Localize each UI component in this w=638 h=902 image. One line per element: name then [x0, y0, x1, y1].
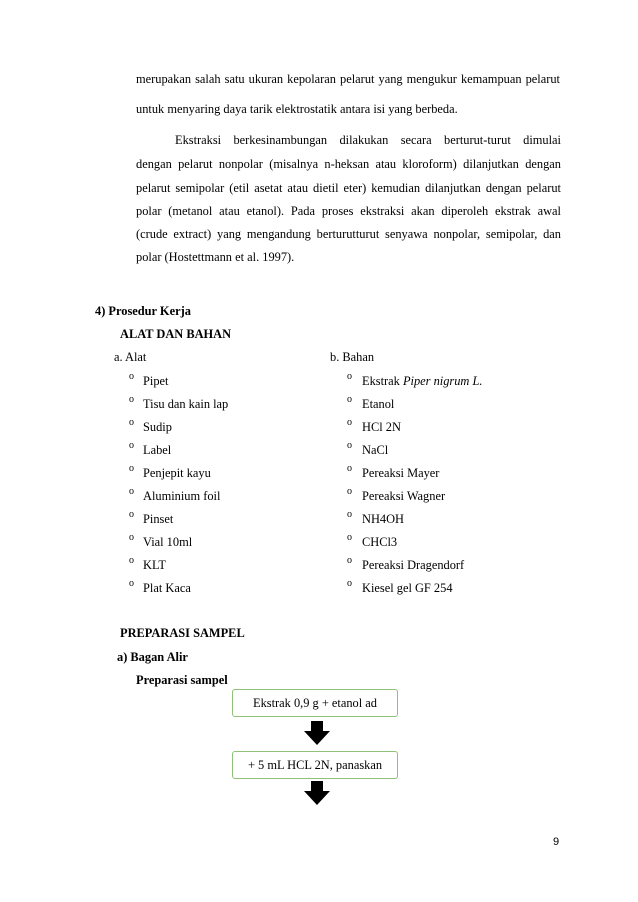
bahan-item: Pereaksi Dragendorf — [362, 558, 465, 572]
list-bullet: o — [129, 555, 134, 566]
alat-item: Plat Kaca — [143, 581, 191, 595]
list-bullet: o — [347, 463, 352, 474]
alat-item: Pipet — [143, 374, 169, 388]
list-bullet: o — [129, 578, 134, 589]
bahan-item-species: Piper nigrum L. — [402, 374, 483, 388]
intro-line-2: untuk menyaring daya tarik elektrostatik antara isi yang berbeda. — [136, 102, 458, 116]
bahan-item: Pereaksi Mayer — [362, 466, 440, 480]
list-bullet: o — [347, 394, 352, 405]
extraction-line-6: polar (Hostettmann et al. 1997). — [136, 250, 295, 264]
extraction-line-3: pelarut semipolar (etil asetat atau dietil eter) kemudian dilanjutkan dengan pelarut — [136, 181, 561, 195]
bahan-item: NH4OH — [362, 512, 404, 526]
section-subheading: ALAT DAN BAHAN — [120, 327, 232, 341]
flow-step-2: + 5 mL HCL 2N, panaskan — [232, 751, 398, 779]
alat-item: Aluminium foil — [143, 489, 221, 503]
bahan-title: b. Bahan — [330, 350, 375, 364]
extraction-line-2: dengan pelarut nonpolar (misalnya n-heksan atau kloroform) dilanjutkan dengan — [136, 157, 561, 171]
alat-title: a. Alat — [114, 350, 147, 364]
list-bullet: o — [347, 417, 352, 428]
bahan-item — [362, 373, 482, 389]
preparasi-heading: PREPARASI SAMPEL — [120, 626, 245, 640]
bahan-item: HCl 2N — [362, 420, 401, 434]
bahan-item-prefix: Ekstrak — [362, 374, 403, 388]
extraction-line-5: (crude extract) yang mengandung berturutturut senyawa nonpolar, semipolar, dan — [136, 227, 561, 241]
list-bullet: o — [129, 440, 134, 451]
list-bullet: o — [347, 532, 352, 543]
list-bullet: o — [129, 486, 134, 497]
list-bullet: o — [129, 532, 134, 543]
list-bullet: o — [129, 463, 134, 474]
alat-item: Sudip — [143, 420, 172, 434]
list-bullet: o — [347, 578, 352, 589]
alat-item: Pinset — [143, 512, 174, 526]
bagan-alir-heading: a) Bagan Alir — [117, 650, 188, 664]
bahan-item: Kiesel gel GF 254 — [362, 581, 453, 595]
list-bullet: o — [347, 509, 352, 520]
alat-item: Tisu dan kain lap — [143, 397, 229, 411]
alat-item: Label — [143, 443, 172, 457]
bahan-item: Pereaksi Wagner — [362, 489, 446, 503]
list-bullet: o — [129, 417, 134, 428]
alat-item: Vial 10ml — [143, 535, 193, 549]
alat-item: KLT — [143, 558, 166, 572]
section-heading: 4) Prosedur Kerja — [95, 304, 191, 318]
flow-step-1: Ekstrak 0,9 g + etanol ad — [232, 689, 398, 717]
list-bullet: o — [129, 371, 134, 382]
preparasi-subheading: Preparasi sampel — [136, 673, 228, 687]
list-bullet: o — [347, 440, 352, 451]
bahan-item: Etanol — [362, 397, 395, 411]
intro-line-1: merupakan salah satu ukuran kepolaran pelarut yang mengukur kemampuan pelarut — [136, 72, 560, 86]
bahan-item: CHCl3 — [362, 535, 398, 549]
list-bullet: o — [129, 509, 134, 520]
list-bullet: o — [347, 371, 352, 382]
bahan-item: NaCl — [362, 443, 389, 457]
page-number: 9 — [553, 836, 560, 848]
extraction-line-1: Ekstraksi berkesinambungan dilakukan secara berturut-turut dimulai — [175, 133, 561, 147]
list-bullet: o — [129, 394, 134, 405]
extraction-line-4: polar (metanol atau etanol). Pada proses ekstraksi akan diperoleh ekstrak awal — [136, 204, 561, 218]
list-bullet: o — [347, 486, 352, 497]
down-arrow-icon — [304, 781, 330, 805]
alat-item: Penjepit kayu — [143, 466, 211, 480]
down-arrow-icon — [304, 721, 330, 745]
list-bullet: o — [347, 555, 352, 566]
